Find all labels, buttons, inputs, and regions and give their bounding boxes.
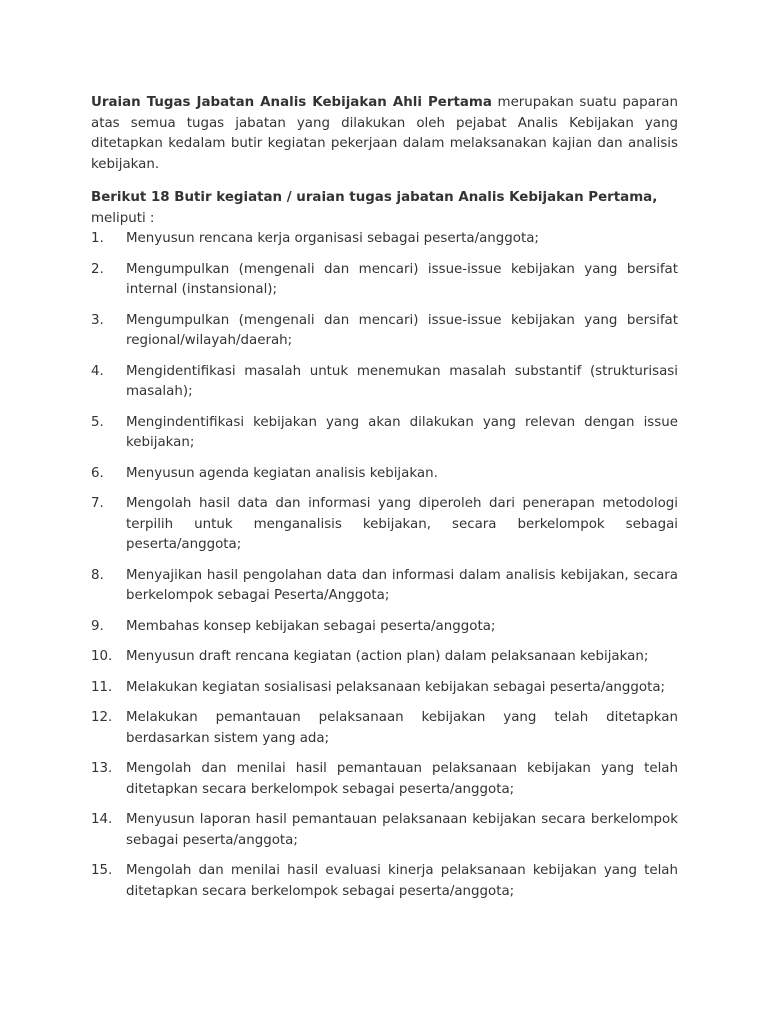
list-item-number: 8. (91, 567, 104, 583)
list-item-number: 1. (91, 231, 104, 246)
list-item-text: Mengumpulkan (mengenali dan mencari) issue-issue kebijakan yang bersifat regional/wilayah/daerah; (126, 312, 678, 348)
list-item-number: 9. (91, 618, 104, 634)
task-list (91, 229, 678, 902)
list-item (91, 759, 678, 800)
list-item (91, 678, 678, 699)
intro-text: merupakan suatu paparan atas semua tugas jabatan yang dilakukan oleh pejabat Analis Kebijakan yang ditetapkan kedalam butir kegiatan pekerjaan dalam melaksanakan kajian dan analisis kebijakan. (91, 95, 678, 172)
list-item-text: Mengidentifikasi masalah untuk menemukan masalah substantif (strukturisasi masalah); (126, 363, 678, 399)
list-item-text: Mengindentifikasi kebijakan yang akan dilakukan yang relevan dengan issue kebijakan; (126, 414, 678, 450)
list-item (91, 464, 678, 485)
list-item-text: Mengumpulkan (mengenali dan mencari) issue-issue kebijakan yang bersifat internal (instansional); (126, 261, 678, 297)
list-item-text: Mengolah hasil data dan informasi yang diperoleh dari penerapan metodologi terpilih untuk menganalisis kebijakan, secara berkelompok sebagai peserta/anggota; (126, 496, 678, 552)
list-subheading: meliputi : (91, 210, 155, 226)
list-item-number: 6. (91, 465, 104, 481)
list-item (91, 413, 678, 454)
list-item-text: Membahas konsep kebijakan sebagai peserta/anggota; (126, 618, 496, 634)
list-item-number: 13. (91, 761, 113, 776)
list-item (91, 647, 678, 668)
list-item (91, 861, 678, 902)
list-item-number: 15. (91, 863, 113, 878)
list-item-text: Menyusun laporan hasil pemantauan pelaksanaan kebijakan secara berkelompok sebagai peserta/anggota; (126, 812, 678, 848)
list-item (91, 362, 678, 403)
list-item-number: 11. (91, 679, 113, 695)
list-item (91, 810, 678, 851)
list-item (91, 229, 678, 250)
list-item (91, 708, 678, 749)
list-item-number: 7. (91, 496, 104, 511)
list-item (91, 494, 678, 556)
list-item-text: Melakukan pemantauan pelaksanaan kebijakan yang telah ditetapkan berdasarkan sistem yang ada; (126, 710, 678, 746)
list-item-number: 10. (91, 649, 113, 664)
list-item-number: 14. (91, 812, 113, 827)
document-page (91, 93, 678, 912)
list-item-text: Menyusun draft rencana kegiatan (action plan) dalam pelaksanaan kebijakan; (126, 649, 649, 664)
list-item-text: Melakukan kegiatan sosialisasi pelaksanaan kebijakan sebagai peserta/anggota; (126, 679, 666, 695)
list-item-text: Menyusun agenda kegiatan analisis kebijakan. (126, 465, 438, 481)
list-item-text: Mengolah dan menilai hasil pemantauan pelaksanaan kebijakan yang telah ditetapkan secara berkelompok sebagai peserta/anggota; (126, 761, 678, 797)
list-item (91, 566, 678, 607)
list-item-number: 5. (91, 414, 104, 430)
list-item-number: 3. (91, 312, 104, 328)
list-item (91, 617, 678, 638)
intro-bold-title: Uraian Tugas Jabatan Analis Kebijakan Ahli Pertama (91, 95, 492, 110)
list-item-text: Menyajikan hasil pengolahan data dan informasi dalam analisis kebijakan, secara berkelompok sebagai Peserta/Anggota; (126, 567, 678, 603)
intro-paragraph (91, 93, 678, 175)
list-item (91, 260, 678, 301)
list-item-text: Mengolah dan menilai hasil evaluasi kinerja pelaksanaan kebijakan yang telah ditetapkan secara berkelompok sebagai peserta/anggota; (126, 863, 678, 899)
list-item-text: Menyusun rencana kerja organisasi sebagai peserta/anggota; (126, 231, 539, 246)
list-item-number: 12. (91, 710, 113, 725)
list-item-number: 4. (91, 363, 104, 379)
list-item-number: 2. (91, 261, 104, 277)
list-heading: Berikut 18 Butir kegiatan / uraian tugas jabatan Analis Kebijakan Pertama, (91, 190, 658, 205)
list-item (91, 311, 678, 352)
